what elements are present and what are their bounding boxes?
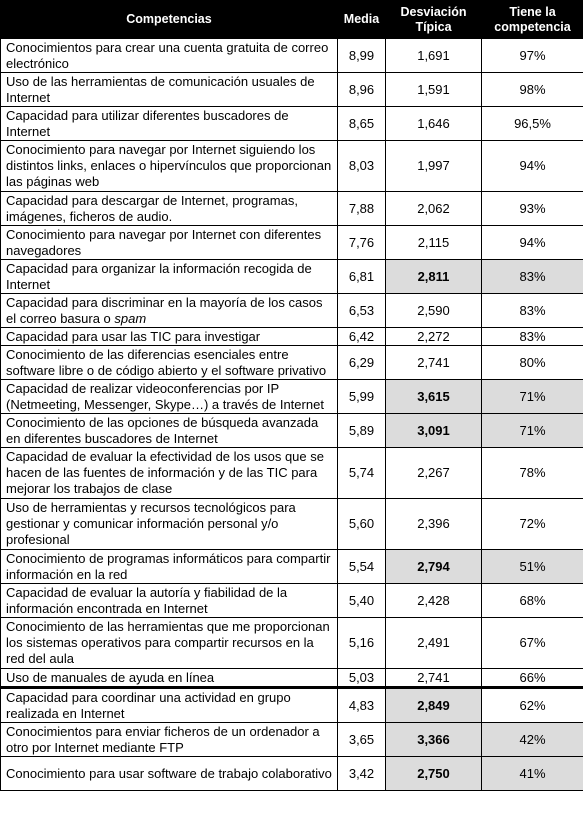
competencia-cell: Capacidad para coordinar una actividad en grupo realizada en Internet bbox=[1, 688, 338, 723]
header-desviacion-line2: Típica bbox=[415, 19, 452, 34]
media-cell: 8,99 bbox=[338, 39, 386, 73]
header-tiene-line2: competencia bbox=[494, 19, 571, 34]
competencia-cell: Conocimiento para navegar por Internet con diferentes navegadores bbox=[1, 226, 338, 260]
porcentaje-cell: 51% bbox=[482, 550, 583, 584]
competencia-cell: Conocimientos para enviar ficheros de un ordenador a otro por Internet mediante FTP bbox=[1, 723, 338, 757]
desviacion-cell-highlighted: 2,849 bbox=[386, 688, 482, 723]
media-cell: 6,29 bbox=[338, 346, 386, 380]
porcentaje-cell: 72% bbox=[482, 499, 583, 550]
porcentaje-cell: 83% bbox=[482, 294, 583, 328]
competencia-cell: Uso de las herramientas de comunicación usuales de Internet bbox=[1, 73, 338, 107]
media-cell: 5,16 bbox=[338, 618, 386, 669]
table-row bbox=[1, 584, 583, 618]
table-row bbox=[1, 73, 583, 107]
desviacion-cell: 1,691 bbox=[386, 39, 482, 73]
media-cell: 3,42 bbox=[338, 757, 386, 791]
table-row bbox=[1, 226, 583, 260]
media-cell: 3,65 bbox=[338, 723, 386, 757]
media-cell: 5,40 bbox=[338, 584, 386, 618]
desviacion-cell-highlighted: 2,794 bbox=[386, 550, 482, 584]
media-cell: 5,74 bbox=[338, 448, 386, 499]
porcentaje-cell: 71% bbox=[482, 380, 583, 414]
desviacion-cell: 2,267 bbox=[386, 448, 482, 499]
media-cell: 6,53 bbox=[338, 294, 386, 328]
desviacion-cell: 2,396 bbox=[386, 499, 482, 550]
table-row bbox=[1, 294, 583, 328]
media-cell: 8,65 bbox=[338, 107, 386, 141]
table-row bbox=[1, 688, 583, 723]
media-cell: 7,88 bbox=[338, 192, 386, 226]
porcentaje-cell: 93% bbox=[482, 192, 583, 226]
porcentaje-cell: 68% bbox=[482, 584, 583, 618]
competencia-cell: Capacidad de evaluar la autoría y fiabilidad de la información encontrada en Internet bbox=[1, 584, 338, 618]
competencia-cell: Conocimiento de las herramientas que me proporcionan los sistemas operativos para compartir recursos en la red del aula bbox=[1, 618, 338, 669]
porcentaje-cell: 97% bbox=[482, 39, 583, 73]
porcentaje-cell: 67% bbox=[482, 618, 583, 669]
media-cell: 5,89 bbox=[338, 414, 386, 448]
desviacion-cell: 2,741 bbox=[386, 346, 482, 380]
media-cell: 6,81 bbox=[338, 260, 386, 294]
media-cell: 5,60 bbox=[338, 499, 386, 550]
table-row bbox=[1, 448, 583, 499]
header-desviacion bbox=[386, 1, 482, 39]
competencia-cell: Uso de manuales de ayuda en línea bbox=[1, 669, 338, 688]
table-row bbox=[1, 414, 583, 448]
desviacion-cell: 2,428 bbox=[386, 584, 482, 618]
porcentaje-cell: 78% bbox=[482, 448, 583, 499]
porcentaje-cell: 71% bbox=[482, 414, 583, 448]
media-cell: 7,76 bbox=[338, 226, 386, 260]
porcentaje-cell: 42% bbox=[482, 723, 583, 757]
header-competencias: Competencias bbox=[1, 1, 338, 39]
desviacion-cell: 2,272 bbox=[386, 328, 482, 346]
desviacion-cell-highlighted: 3,366 bbox=[386, 723, 482, 757]
table-row bbox=[1, 669, 583, 688]
header-row bbox=[1, 1, 583, 39]
media-cell: 8,03 bbox=[338, 141, 386, 192]
porcentaje-cell: 83% bbox=[482, 260, 583, 294]
header-tiene-line1: Tiene la bbox=[509, 4, 556, 19]
desviacion-cell: 2,590 bbox=[386, 294, 482, 328]
table-row bbox=[1, 550, 583, 584]
porcentaje-cell: 94% bbox=[482, 141, 583, 192]
desviacion-cell-highlighted: 3,091 bbox=[386, 414, 482, 448]
table-row bbox=[1, 141, 583, 192]
media-cell: 6,42 bbox=[338, 328, 386, 346]
competencia-cell: Conocimiento de las diferencias esenciales entre software libre o de código abierto y el software privativo bbox=[1, 346, 338, 380]
porcentaje-cell: 66% bbox=[482, 669, 583, 688]
desviacion-cell-highlighted: 2,750 bbox=[386, 757, 482, 791]
table-row bbox=[1, 618, 583, 669]
desviacion-cell: 1,591 bbox=[386, 73, 482, 107]
porcentaje-cell: 96,5% bbox=[482, 107, 583, 141]
desviacion-cell-highlighted: 2,811 bbox=[386, 260, 482, 294]
media-cell: 5,03 bbox=[338, 669, 386, 688]
table-row bbox=[1, 260, 583, 294]
competencia-cell: Conocimiento para usar software de trabajo colaborativo bbox=[1, 757, 338, 791]
header-tiene bbox=[482, 1, 583, 39]
competencia-cell bbox=[1, 294, 338, 328]
porcentaje-cell: 98% bbox=[482, 73, 583, 107]
table-row bbox=[1, 328, 583, 346]
desviacion-cell: 2,741 bbox=[386, 669, 482, 688]
porcentaje-cell: 80% bbox=[482, 346, 583, 380]
media-cell: 4,83 bbox=[338, 688, 386, 723]
competencia-cell: Conocimiento para navegar por Internet siguiendo los distintos links, enlaces o hipervínculos que proporcionan las páginas web bbox=[1, 141, 338, 192]
porcentaje-cell: 94% bbox=[482, 226, 583, 260]
porcentaje-cell: 83% bbox=[482, 328, 583, 346]
competencia-cell: Capacidad para organizar la información recogida de Internet bbox=[1, 260, 338, 294]
table-row bbox=[1, 192, 583, 226]
desviacion-cell: 2,062 bbox=[386, 192, 482, 226]
competencia-cell: Conocimiento de las opciones de búsqueda avanzada en diferentes buscadores de Internet bbox=[1, 414, 338, 448]
desviacion-cell-highlighted: 3,615 bbox=[386, 380, 482, 414]
desviacion-cell: 1,997 bbox=[386, 141, 482, 192]
competencia-cell: Capacidad de realizar videoconferencias por IP (Netmeeting, Messenger, Skype…) a través de Internet bbox=[1, 380, 338, 414]
competencia-cell: Capacidad para utilizar diferentes buscadores de Internet bbox=[1, 107, 338, 141]
competencia-cell: Capacidad para descargar de Internet, programas, imágenes, ficheros de audio. bbox=[1, 192, 338, 226]
competencia-cell: Capacidad de evaluar la efectividad de los usos que se hacen de las fuentes de información y de las TIC para mejorar los trabajos de clase bbox=[1, 448, 338, 499]
porcentaje-cell: 62% bbox=[482, 688, 583, 723]
competencia-cell: Conocimientos para crear una cuenta gratuita de correo electrónico bbox=[1, 39, 338, 73]
desviacion-cell: 2,115 bbox=[386, 226, 482, 260]
desviacion-cell: 1,646 bbox=[386, 107, 482, 141]
desviacion-cell: 2,491 bbox=[386, 618, 482, 669]
competencia-cell: Uso de herramientas y recursos tecnológicos para gestionar y comunicar información personal y/o profesional bbox=[1, 499, 338, 550]
competencia-text: Capacidad para discriminar en la mayoría de los casos el correo basura o bbox=[6, 294, 323, 326]
media-cell: 8,96 bbox=[338, 73, 386, 107]
table-row bbox=[1, 346, 583, 380]
competencia-cell: Capacidad para usar las TIC para investigar bbox=[1, 328, 338, 346]
table-row bbox=[1, 380, 583, 414]
table-row bbox=[1, 757, 583, 791]
table-row bbox=[1, 39, 583, 73]
table-row bbox=[1, 723, 583, 757]
porcentaje-cell: 41% bbox=[482, 757, 583, 791]
media-cell: 5,54 bbox=[338, 550, 386, 584]
competencia-cell: Conocimiento de programas informáticos para compartir información en la red bbox=[1, 550, 338, 584]
competencia-emphasis: spam bbox=[114, 310, 147, 326]
table-row bbox=[1, 107, 583, 141]
header-media: Media bbox=[338, 1, 386, 39]
media-cell: 5,99 bbox=[338, 380, 386, 414]
table-row bbox=[1, 499, 583, 550]
header-desviacion-line1: Desviación bbox=[400, 4, 467, 19]
